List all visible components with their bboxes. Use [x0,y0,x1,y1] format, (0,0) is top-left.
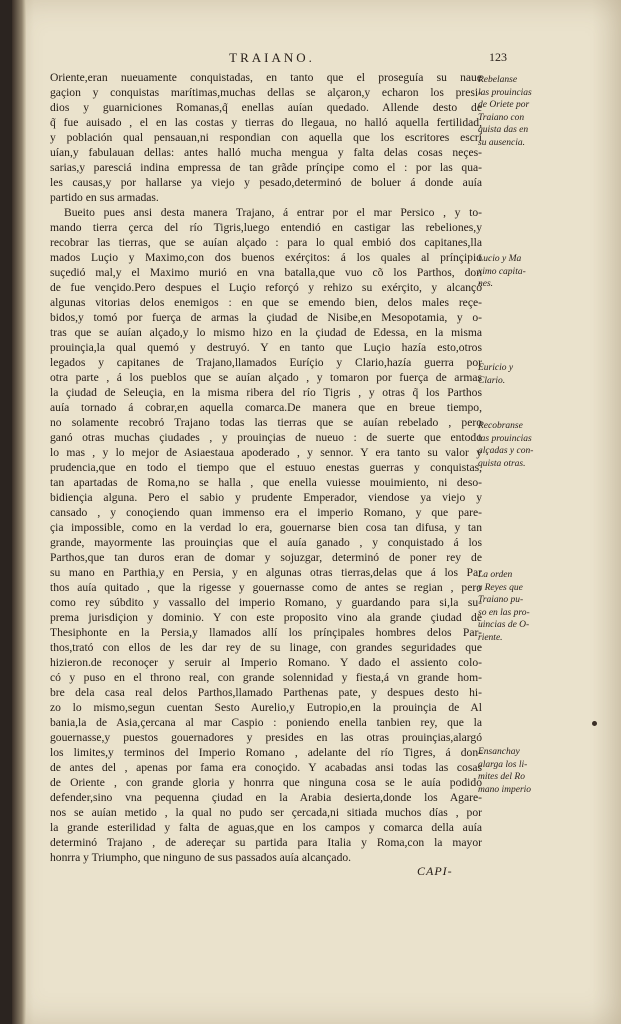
text-line: dios y guarniciones Romanas,q̃ enellas auían quedado. Allende desto de [50,101,482,114]
text-line: determinó Trajano , de adereçar su partida para Italia y Roma,con la mayor [50,836,482,849]
text-line: Oriente,eran nueuamente conquistadas, en tanto que el proseguía su naue [50,71,482,84]
text-line: lo mas , y lo mejor de Asiaestaua apoderado , y sennor. Y era tanto su valor y [50,446,482,459]
marginal-note-line: mano imperio [478,784,532,795]
text-line: no solamente recobró Trajano todas las tierras que se auían rebelado , pero [50,416,482,429]
marginal-note-ensancha [478,746,558,796]
text-line: mados Luçio y Maximo,con dos buenos exérçitos: á los quales al prínçipio [50,251,482,264]
text-line: có y puso en el throno real, con grande solennidad y fiesta,á vn grande hom- [50,671,482,684]
marginal-note-line: Recobranse [478,421,523,431]
marginal-note-line: nes. [478,279,494,289]
text-line: les causas,y por hallarse ya viejo y pesado,determinó de boluer á donde auía [50,176,482,189]
marginal-note-line: so en las pro- [478,607,530,618]
text-line: bidos,y tomó por fuerça de armas la çiudad de Nisibe,en Mesopotamia, y o- [50,311,482,324]
marginal-note-line: quista das en [478,125,529,135]
text-line: tan apartadas de Roma,no se halla , que enella vuiesse mouimiento, ni deso- [50,476,482,489]
text-line: otra parte , á los pueblos que se auían alçado , y tomaron por fuerça de armas [50,371,482,384]
marginal-note-line: alçadas y con- [478,446,534,456]
marginal-note-la-orden [478,569,558,644]
text-line: zo lo mismo,segun cuentan Sesto Aurelio,y Eutropio,en la prouinçia de Al [50,701,482,714]
text-line: ganó otras muchas çiudades , y prouinçias de nueuo : de suerte que entodo [50,431,482,444]
text-line: de antes del , apenas por fama era conoçido. Y acabadas ansi todas las cosas [50,761,482,774]
ink-blot [592,721,597,726]
marginal-note-line: Euricio y [478,363,514,373]
text-line: thos,trató con ellos de les dar rey de su linage, con grandes seguridades que [50,641,482,654]
marginal-note-lucio-maximo [478,253,558,291]
marginal-note-line: y Reyes que [478,582,523,593]
text-line: bidiençia alguna. Pero el sabio y prudente Emperador, viendose ya viejo y [50,491,482,504]
text-line: auía tornado á cobrar,en aquella comarca.De manera que en breue tiempo, [50,401,482,414]
text-line: mando tierra çerca del río Tigris,luego entendió en castigar las rebeliones,y [50,221,482,234]
marginal-note-line: alarga los li- [478,759,528,770]
page-gutter-edge [12,0,26,1024]
marginal-note-line: mites del Ro [478,772,525,782]
text-line: como rey súbdito y vassallo del imperio Romano, y guardando para si,la su- [50,596,482,609]
text-line: prudencia,que en todo el tiempo que el estuuo enestas guerras y conquistas, [50,461,482,474]
marginal-note-line: las prouincias [478,87,532,98]
text-line: q̃ fue auisado , el en las costas y tierras do llegaua, no halló aquella fertilidad, [50,116,482,129]
text-line: gouernasse,y puestos gouernadores y presides en las otras prouinçias,alargó [50,731,482,744]
text-line: de fue vençido.Pero despues el Luçio reforçó y rehizo su exérçito, y alcançó [50,281,482,294]
marginal-note-line: uincias de O- [478,620,530,630]
text-line: thos auía quitado , que la rigesse y gouernasse como de antes se regian , pero [50,581,482,594]
marginal-note-line: ximo capita- [478,266,526,277]
text-line: sarias,y paresciá indina empressa de tan grãde prínçipe como el : por las qua- [50,161,482,174]
text-line: honrra y Triumpho, que ninguno de sus passados auía alcançado. [50,851,352,864]
text-line: hizieron.de reconoçer y seruir al Imperio Romano. Y dado el assiento colo- [50,656,482,669]
text-line: Parthos,que tan duros eran de domar y sojuzgar, determinó de poner rey de [50,551,482,564]
marginal-note-line: Clario. [478,375,506,386]
text-line: los limites,y terminos del Imperio Romano , adelante del río Tigres, á don- [50,746,482,759]
text-line: cansado , y conoçiendo quan immenso era el imperio Romano, y que pare- [50,506,482,519]
text-line: Bueito pues ansi desta manera Trajano, á entrar por el mar Persico , y to- [64,206,482,219]
marginal-note-line: riente. [478,632,503,643]
text-line: legados y capitanes de Trajano,llamados Euríçio y Clario,hazía guerra por [50,356,482,369]
marginal-note-line: las prouincias [478,433,532,444]
book-page [12,0,621,1024]
text-line: prouinçia,la qual quemó y destruyó. Y en tanto que Luçio hazía esto,otros [50,341,482,354]
main-text-block [50,70,482,865]
text-line: tras que se auían alçado,y lo mismo hizo en la çiudad de Edessa, en la misma [50,326,482,339]
text-line: la grande esterilidad y falta de aguas,que en los campos y comarca della auía [50,821,482,834]
text-line: Thesiphonte en la Persia,y llamados allí los prínçipales hombres delos Par- [50,626,482,639]
text-line: bre dela casa real delos Parthos,llamado Parthenas pate, y despues desto hi- [50,686,482,699]
folio-number: 123 [489,50,507,64]
marginal-note-line: Traiano pu- [478,595,524,605]
text-line: suçedió mal,y el Maximo murió en vna batalla,que vuo cõ los Parthos, don [50,266,482,279]
text-line: la çiudad de Seleuçia, en la misma ribera del río Tigris , y otras q̃ los Parthos [50,386,482,399]
text-line: çia impossible, como en la verdad lo era, gouernarse bien cosa tan difusa, y tan [50,521,482,534]
text-line: recobrar las tierras, que se auían alçado : para lo qual embió dos capitanes,lla [50,236,482,249]
text-line: defender,sino vna pequenna çiudad en la Arabia desierta,donde los Agare- [50,791,482,804]
text-line: gaçion y conquistas marítimas,muchas dellas se alçaron,y echaron los presi- [50,86,482,99]
text-line: algunas vitorias delos enemigos : en que se emendo bien, delos males reçe- [50,296,482,309]
marginal-note-line: La orden [478,570,513,580]
text-line: y población qual pensauan,ni respondian con aquella que los escritores escri [50,131,482,144]
marginal-note-recobranse [478,420,558,470]
marginal-note-rebelion [478,74,558,149]
marginal-note-line: su ausencia. [478,137,525,148]
running-head: TRAIANO. [229,50,315,65]
marginal-note-line: Traiano con [478,112,525,123]
marginal-note-line: Rebelanse [478,75,518,85]
catchword: CAPI- [417,864,453,878]
text-line: nos se auían metido , la qual no pudo ser çercada,ni sitiada muchos días , por [50,806,482,819]
marginal-note-line: quista otras. [478,458,526,469]
text-line: bania,la de Asia,çercana al mar Caspio : poniendo enella tanbien rey, que la [50,716,482,729]
text-line: uían,y fabulauan dellas: antes halló mucha mengua y falta delas cosas neçes- [50,146,482,159]
text-line: su mano en Parthia,y en Persia, y en algunas otras tierras,delas que á los Par [50,566,482,579]
marginal-note-euricio-clario [478,362,558,387]
text-line: grande, mayormente las prouinçias que el auía ganado , y conquistado á los [50,536,482,549]
marginal-note-line: Lucio y Ma [478,254,522,264]
marginal-note-line: de Oriete por [478,100,530,110]
marginal-note-line: Ensanchay [478,747,520,757]
text-line: partido en sus armadas. [50,191,159,204]
text-line: prema jurisdiçion y dominio. Y con este proposito vino ala grande çiudad de [50,611,482,624]
text-line: de Oriente , con grande gloria y honrra que ninguna cosa se le auía podido [50,776,482,789]
